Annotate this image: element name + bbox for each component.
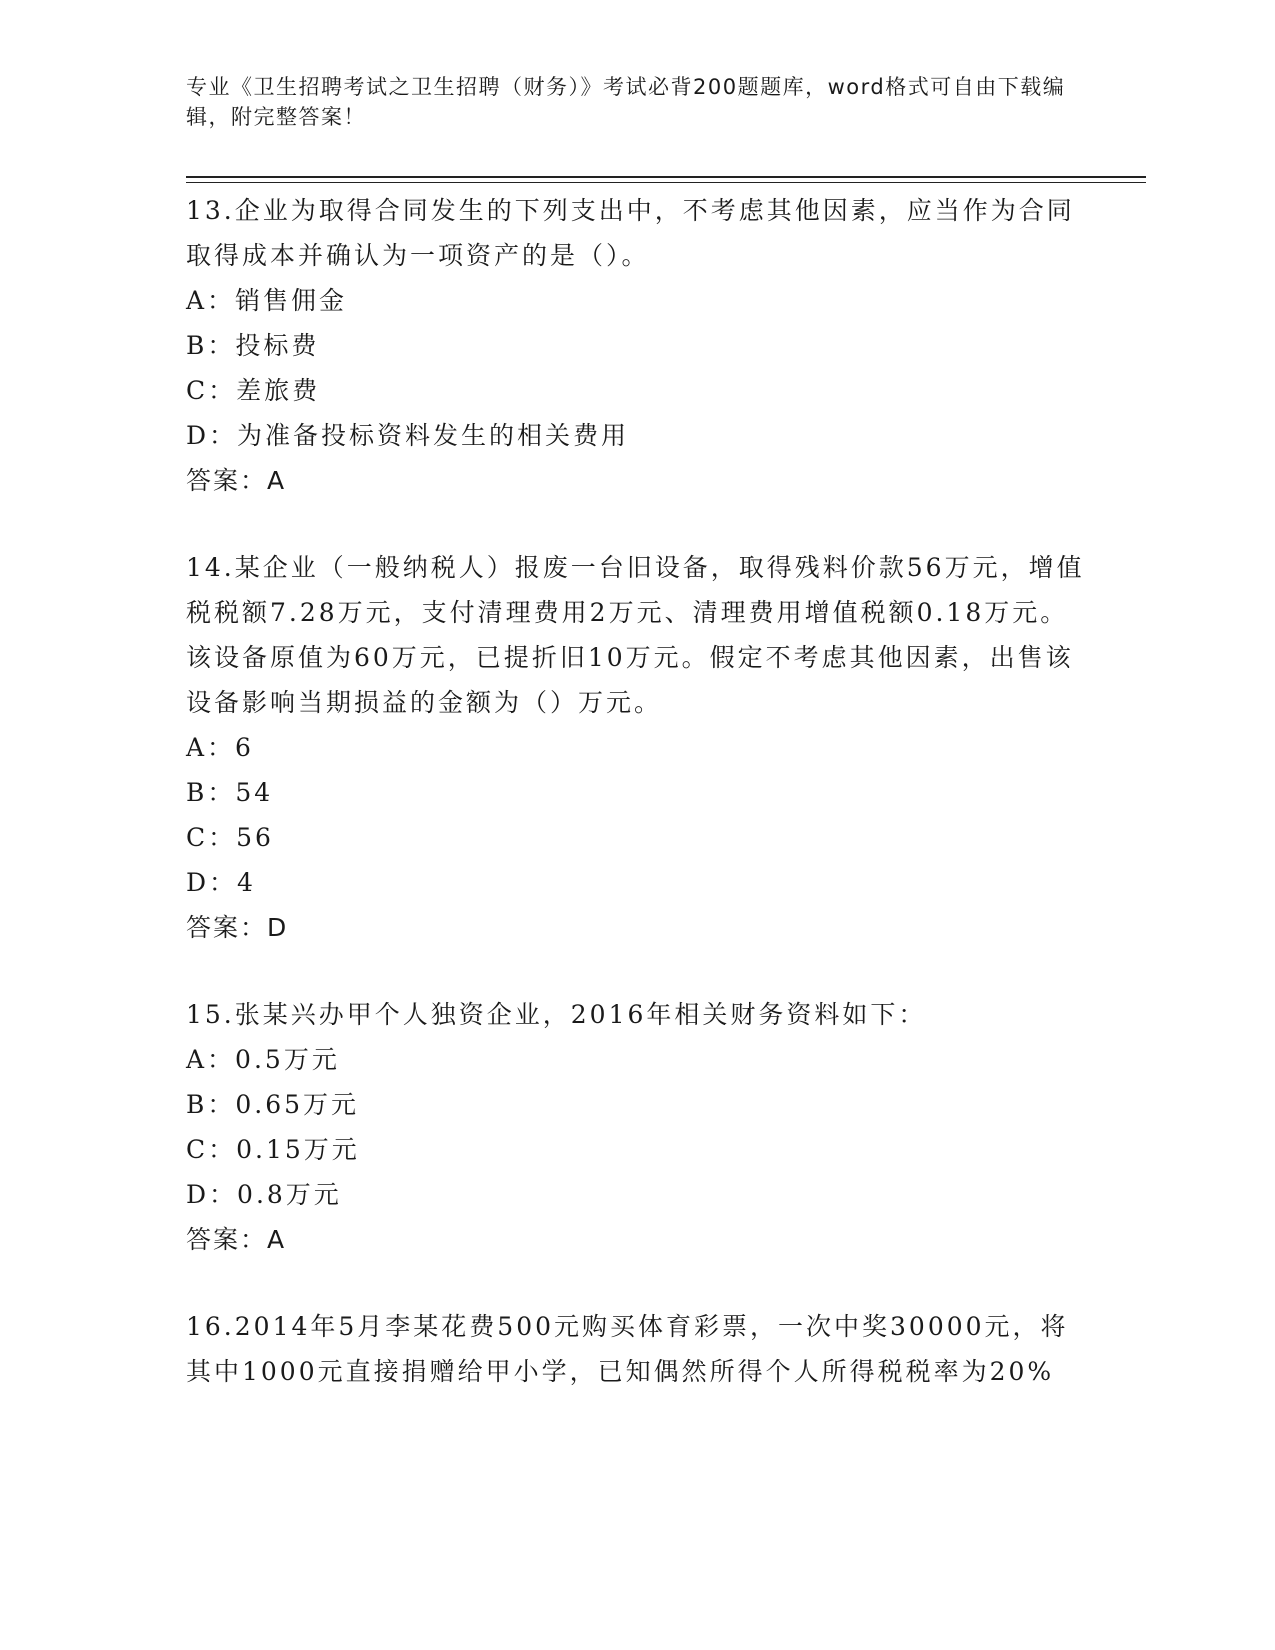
option-c: C：56 xyxy=(186,823,274,852)
answer-line: 答案：A xyxy=(186,1225,287,1254)
option-c: C：差旅费 xyxy=(186,376,321,405)
option-b: B：54 xyxy=(186,778,274,807)
option-a: A：销售佣金 xyxy=(186,286,348,315)
option-b: B：0.65万元 xyxy=(186,1090,360,1119)
option-d: D：0.8万元 xyxy=(186,1180,342,1209)
answer-line: 答案：A xyxy=(186,466,287,495)
question-15 xyxy=(186,992,1086,1262)
question-stem: 14.某企业（一般纳税人）报废一台旧设备，取得残料价款56万元，增值税税额7.28万元，支付清理费用2万元、清理费用增值税额0.18万元。该设备原值为60万元，已提折旧10万元。假定不考虑其他因素，出售该设备影响当期损益的金额为（）万元。 xyxy=(186,553,1085,717)
question-stem: 15.张某兴办甲个人独资企业，2016年相关财务资料如下： xyxy=(186,1000,927,1029)
answer-line: 答案：D xyxy=(186,913,289,942)
option-a: A：6 xyxy=(186,733,254,762)
option-c: C：0.15万元 xyxy=(186,1135,360,1164)
option-a: A：0.5万元 xyxy=(186,1045,340,1074)
option-d: D：为准备投标资料发生的相关费用 xyxy=(186,421,630,450)
option-d: D：4 xyxy=(186,868,256,897)
question-16 xyxy=(186,1304,1086,1394)
header-divider-thin xyxy=(186,182,1146,183)
option-b: B：投标费 xyxy=(186,331,320,360)
question-13 xyxy=(186,188,1086,503)
question-14 xyxy=(186,545,1086,950)
question-stem: 16.2014年5月李某花费500元购买体育彩票，一次中奖30000元，将其中1000元直接捐赠给甲小学，已知偶然所得个人所得税税率为20% xyxy=(186,1312,1069,1386)
question-stem: 13.企业为取得合同发生的下列支出中，不考虑其他因素，应当作为合同取得成本并确认为一项资产的是（）。 xyxy=(186,196,1075,270)
document-header: 专业《卫生招聘考试之卫生招聘（财务）》考试必背200题题库，word格式可自由下载编辑，附完整答案！ xyxy=(186,75,1066,129)
question-list xyxy=(186,188,1086,1436)
header-divider-thick xyxy=(186,176,1146,178)
